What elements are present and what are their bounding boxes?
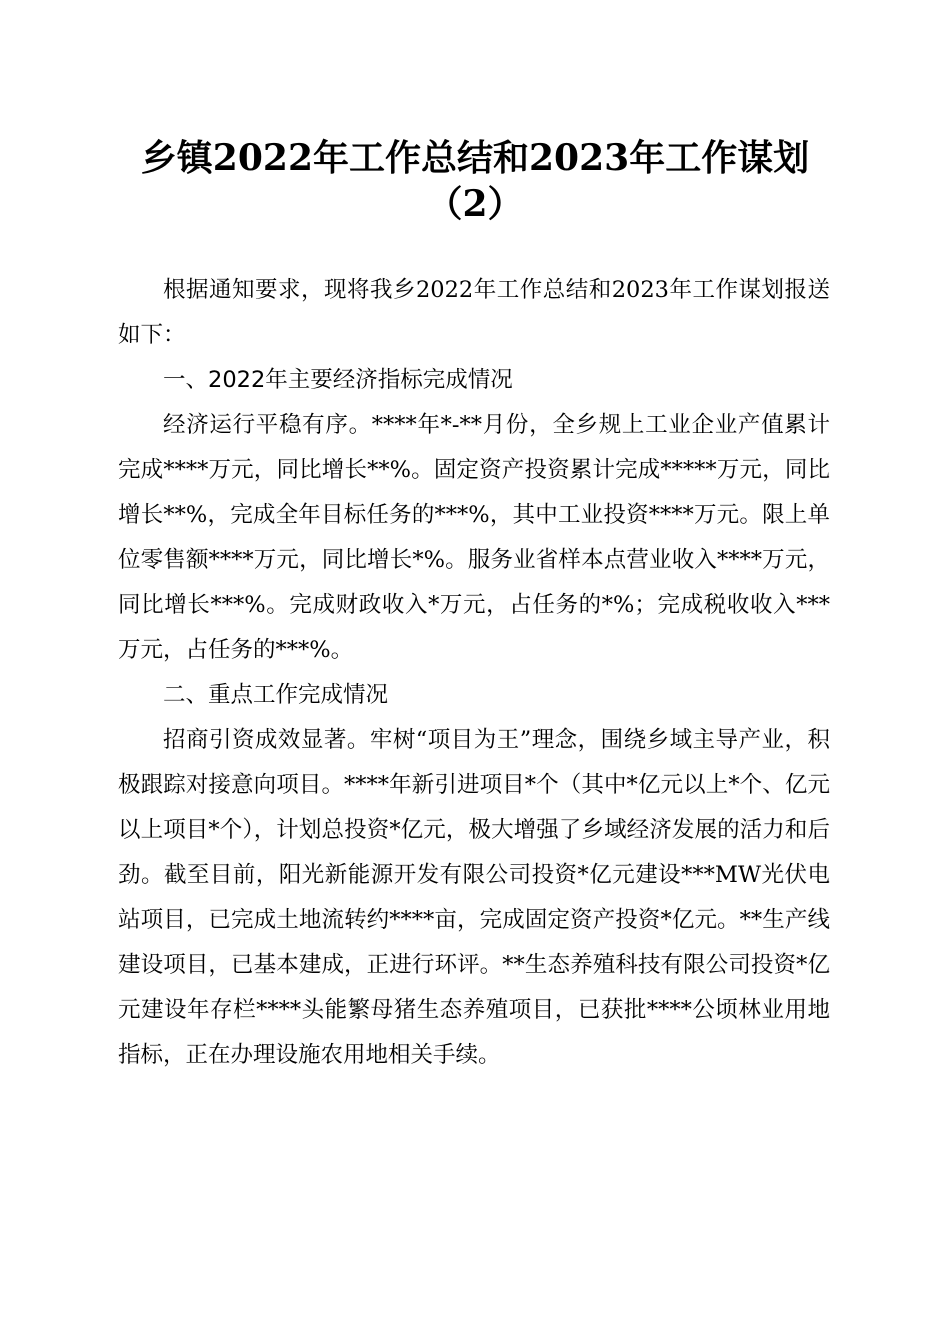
document-body (118, 268, 830, 1078)
section-heading-1: 一、2022年主要经济指标完成情况 (163, 367, 513, 393)
section-heading-2: 二、重点工作完成情况 (163, 682, 389, 708)
section-paragraph-1: 经济运行平稳有序。****年*-**月份，全乡规上工业企业产值累计完成****万元，同比增长**%。固定资产投资累计完成*****万元，同比增长**%，完成全年目标任务的***%，其中工业投资****万元。限上单位零售额****万元，同比增长*%。服务业省样本点营业收入****万元，同比增长***%。完成财政收入*万元，占任务的*%；完成税收收入***万元，占任务的***%。 (118, 412, 830, 663)
section-paragraph-2: 招商引资成效显著。牢树“项目为王”理念，围绕乡域主导产业，积极跟踪对接意向项目。****年新引进项目*个（其中*亿元以上*个、亿元以上项目*个），计划总投资*亿元，极大增强了乡域经济发展的活力和后劲。截至目前，阳光新能源开发有限公司投资*亿元建设***MW光伏电站项目，已完成土地流转约****亩，完成固定资产投资*亿元。**生产线建设项目，已基本建成，正进行环评。**生态养殖科技有限公司投资*亿元建设年存栏****头能繁母猪生态养殖项目，已获批****公顷林业用地指标，正在办理设施农用地相关手续。 (118, 727, 830, 1068)
document-title: 乡镇2022年工作总结和2023年工作谋划 (140, 137, 810, 179)
intro-paragraph: 根据通知要求，现将我乡2022年工作总结和2023年工作谋划报送如下： (118, 277, 830, 348)
document-title-number: （2） (426, 183, 524, 225)
